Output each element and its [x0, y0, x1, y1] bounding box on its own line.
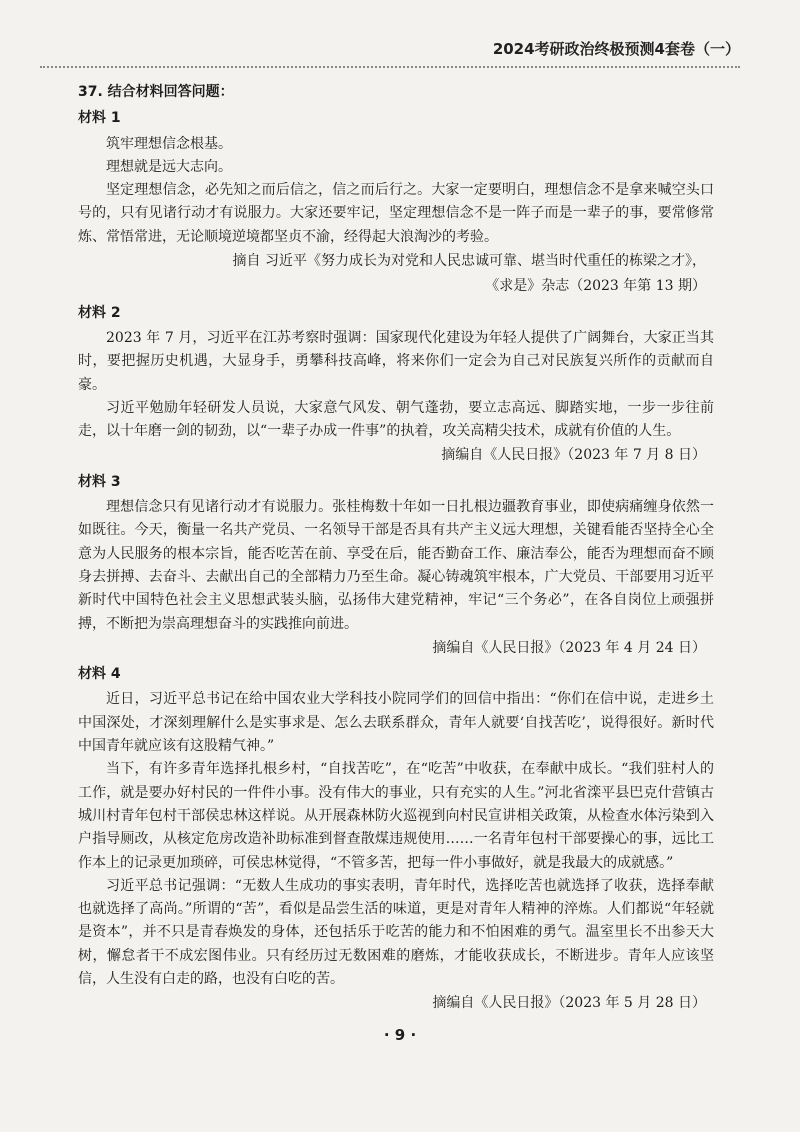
material-paragraph: 理想就是远大志向。: [106, 158, 232, 175]
header-divider: [40, 66, 740, 68]
material-2: [78, 302, 714, 468]
material-paragraph: 2023 年 7 月，习近平在江苏考察时强调：国家现代化建设为年轻人提供了广阔舞台，大家正当其时，要把握历史机遇，大显身手，勇攀科技高峰，将来你们一定会为自己对民族复兴所作的贡献而自豪。: [78, 329, 714, 393]
material-paragraph: 坚定理想信念，必先知之而后信之，信之而后行之。大家一定要明白，理想信念不是拿来喊空头口号的，只有见诸行动才有说服力。大家还要牢记，坚定理想信念不是一阵子而是一辈子的事，要常修常炼、常悟常进，无论顺境逆境都坚贞不渝，经得起大浪淘沙的考验。: [78, 182, 714, 245]
page-header: 2024考研政治终极预测4套卷（一）: [492, 40, 740, 58]
material-source: 《求是》杂志（2023 年第 13 期）: [485, 278, 706, 295]
material-paragraph: 习近平勉励年轻研发人员说，大家意气风发、朝气蓬勃，要立志高远、脚踏实地，一步一步往前走，以十年磨一剑的韧劲，以“一辈子办成一件事”的执着，攻关高精尖技术，成就有价值的人生。: [78, 399, 714, 440]
material-title: 材料 3: [78, 473, 121, 490]
material-paragraph: 当下，有许多青年选择扎根乡村，“自找苦吃”，在“吃苦”中收获，在奉献中成长。“我们驻村人的工作，就是要办好村民的一件件小事。没有伟大的事业，只有充实的人生。”河北省滦平县巴克什营镇古城川村青年包村干部侯忠林这样说。从开展森林防火巡视到向村民宣讲相关政策，从检查水体污染到入户指导厕改，从核定危房改造补助标准到督查散煤违规使用……一名青年包村干部要操心的事，远比工作本上的记录更加琐碎，可侯忠林觉得，“不管多苦，把每一件小事做好，就是我最大的成就感。”: [78, 761, 714, 871]
material-source: 摘编自《人民日报》（2023 年 5 月 28 日）: [432, 995, 706, 1012]
material-1: [78, 107, 714, 298]
material-title: 材料 4: [78, 666, 121, 683]
material-4: [78, 663, 714, 1015]
material-3: [78, 471, 714, 660]
material-paragraph: 筑牢理想信念根基。: [106, 135, 232, 152]
material-paragraph: 理想信念只有见诸行动才有说服力。张桂梅数十年如一日扎根边疆教育事业，即使病痛缠身依然一如既往。今天，衡量一名共产党员、一名领导干部是否具有共产主义远大理想，关键看能否坚持全心全意为人民服务的根本宗旨，能否吃苦在前、享受在后，能否勤奋工作、廉洁奉公，能否为理想而奋不顾身去拼搏、去奋斗、去献出自己的全部精力乃至生命。凝心铸魂筑牢根本，广大党员、干部要用习近平新时代中国特色社会主义思想武装头脑，弘扬伟大建党精神，牢记“三个务必”，在各自岗位上顽强拼搏，不断把为崇高理想奋斗的实践推向前进。: [78, 499, 714, 632]
material-source: 摘自 习近平《努力成长为对党和人民忠诚可靠、堪当时代重任的栋梁之才》，: [232, 253, 706, 270]
page-content: [78, 78, 714, 1018]
material-paragraph: 近日，习近平总书记在给中国农业大学科技小院同学们的回信中指出：“你们在信中说，走进乡土中国深处，才深刻理解什么是实事求是、怎么去联系群众，青年人就要‘自找苦吃’，说得很好。新时代中国青年就应该有这股精气神。”: [78, 691, 714, 755]
page-number: · 9 ·: [383, 1026, 417, 1044]
material-source: 摘编自《人民日报》（2023 年 7 月 8 日）: [441, 447, 706, 464]
material-title: 材料 2: [78, 304, 121, 321]
question-title: 37. 结合材料回答问题：: [78, 84, 234, 100]
material-paragraph: 习近平总书记强调：“无数人生成功的事实表明，青年时代，选择吃苦也就选择了收获，选择奉献也就选择了高尚。”所谓的“苦”，看似是品尝生活的味道，更是对青年人精神的淬炼。人们都说“年轻就是资本”，并不只是青春焕发的身体，还包括乐于吃苦的能力和不怕困难的勇气。温室里长不出参天大树，懈怠者干不成宏图伟业。只有经历过无数困难的磨炼，才能收获成长，不断进步。青年人应该坚信，人生没有白走的路，也没有白吃的苦。: [78, 877, 714, 987]
material-title: 材料 1: [78, 110, 121, 127]
material-source: 摘编自《人民日报》（2023 年 4 月 24 日）: [432, 639, 706, 656]
